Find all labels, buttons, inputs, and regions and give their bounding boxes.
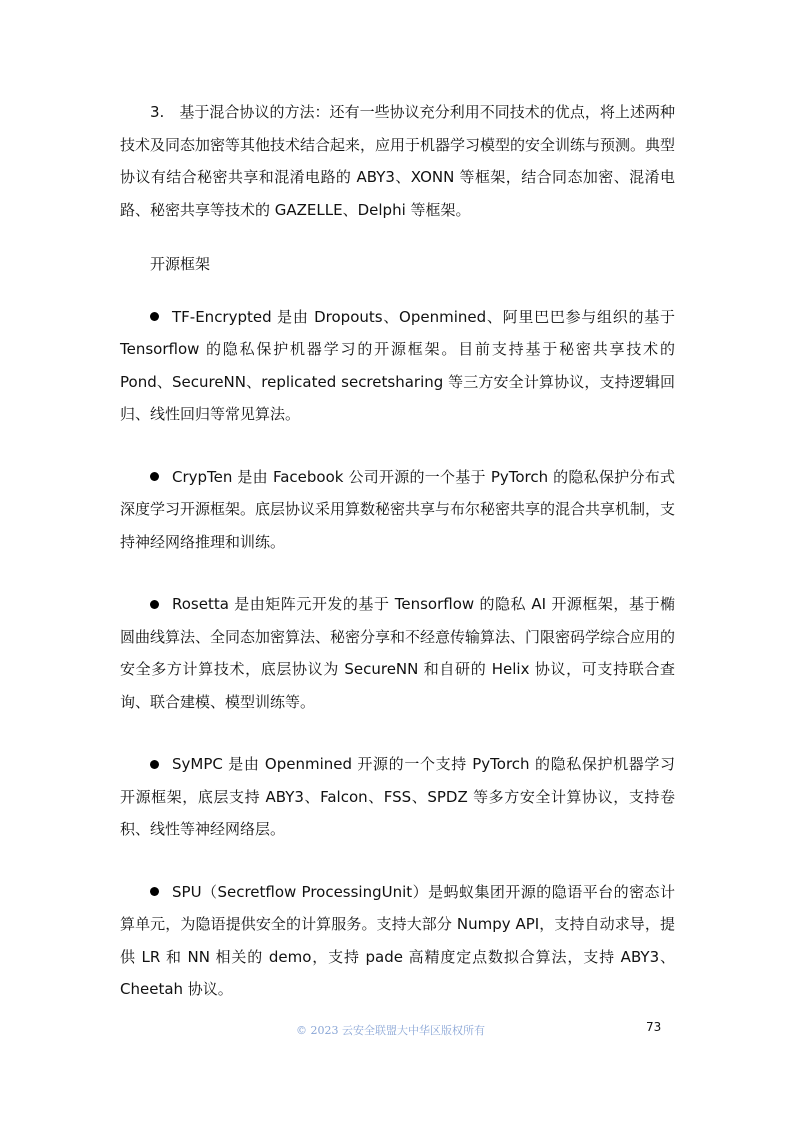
- bullet-text: TF-Encrypted 是由 Dropouts、Openmined、阿里巴巴参与组织的基于 Tensorflow 的隐私保护机器学习的开源框架。目前支持基于秘密共享技术的 Pond、SecureNN、replicated secretsharing 等三方安全计算协议，支持逻辑回归、线性回归等常见算法。: [120, 307, 675, 423]
- bullet-item-rosetta: [120, 588, 675, 718]
- bullet-dot-icon: [150, 760, 159, 769]
- intro-paragraph: 3. 基于混合协议的方法：还有一些协议充分利用不同技术的优点，将上述两种技术及同态加密等其他技术结合起来，应用于机器学习模型的安全训练与预测。典型协议有结合秘密共享和混淆电路的 ABY3、XONN 等框架，结合同态加密、混淆电路、秘密共享等技术的 GAZELLE、Delphi 等框架。: [120, 103, 676, 219]
- bullet-item-crypten: [120, 461, 675, 559]
- bullet-dot-icon: [150, 600, 159, 609]
- page-number: 73: [646, 1020, 662, 1034]
- bullet-text: SPU（Secretflow ProcessingUnit）是蚂蚁集团开源的隐语平台的密态计算单元，为隐语提供安全的计算服务。支持大部分 Numpy API，支持自动求导，提供 LR 和 NN 相关的 demo，支持 pade 高精度定点数拟合算法，支持 ABY3、Cheetah 协议。: [120, 882, 675, 998]
- bullet-text: Rosetta 是由矩阵元开发的基于 Tensorflow 的隐私 AI 开源框架，基于椭圆曲线算法、全同态加密算法、秘密分享和不经意传输算法、门限密码学综合应用的安全多方计算技术，底层协议为 SecureNN 和自研的 Helix 协议，可支持联合查询、联合建模、模型训练等。: [120, 595, 676, 711]
- bullet-dot-icon: [150, 887, 159, 896]
- bullet-text: SyMPC 是由 Openmined 开源的一个支持 PyTorch 的隐私保护机器学习开源框架，底层支持 ABY3、Falcon、FSS、SPDZ 等多方安全计算协议，支持卷积、线性等神经网络层。: [120, 755, 675, 838]
- section-title: 开源框架: [150, 255, 211, 273]
- bullet-text: CrypTen 是由 Facebook 公司开源的一个基于 PyTorch 的隐私保护分布式深度学习开源框架。底层协议采用算数秘密共享与布尔秘密共享的混合共享机制，支持神经网络推理和训练。: [120, 467, 676, 551]
- bullet-dot-icon: [150, 312, 159, 321]
- bullet-item-sympc: [120, 748, 675, 846]
- footer-copyright: © 2023 云安全联盟大中华区版权所有: [296, 1024, 485, 1037]
- bullet-item-spu: [120, 876, 675, 1006]
- bullet-item-tf-encrypted: [120, 301, 675, 431]
- bullet-dot-icon: [150, 472, 159, 481]
- page-content: [120, 96, 675, 1036]
